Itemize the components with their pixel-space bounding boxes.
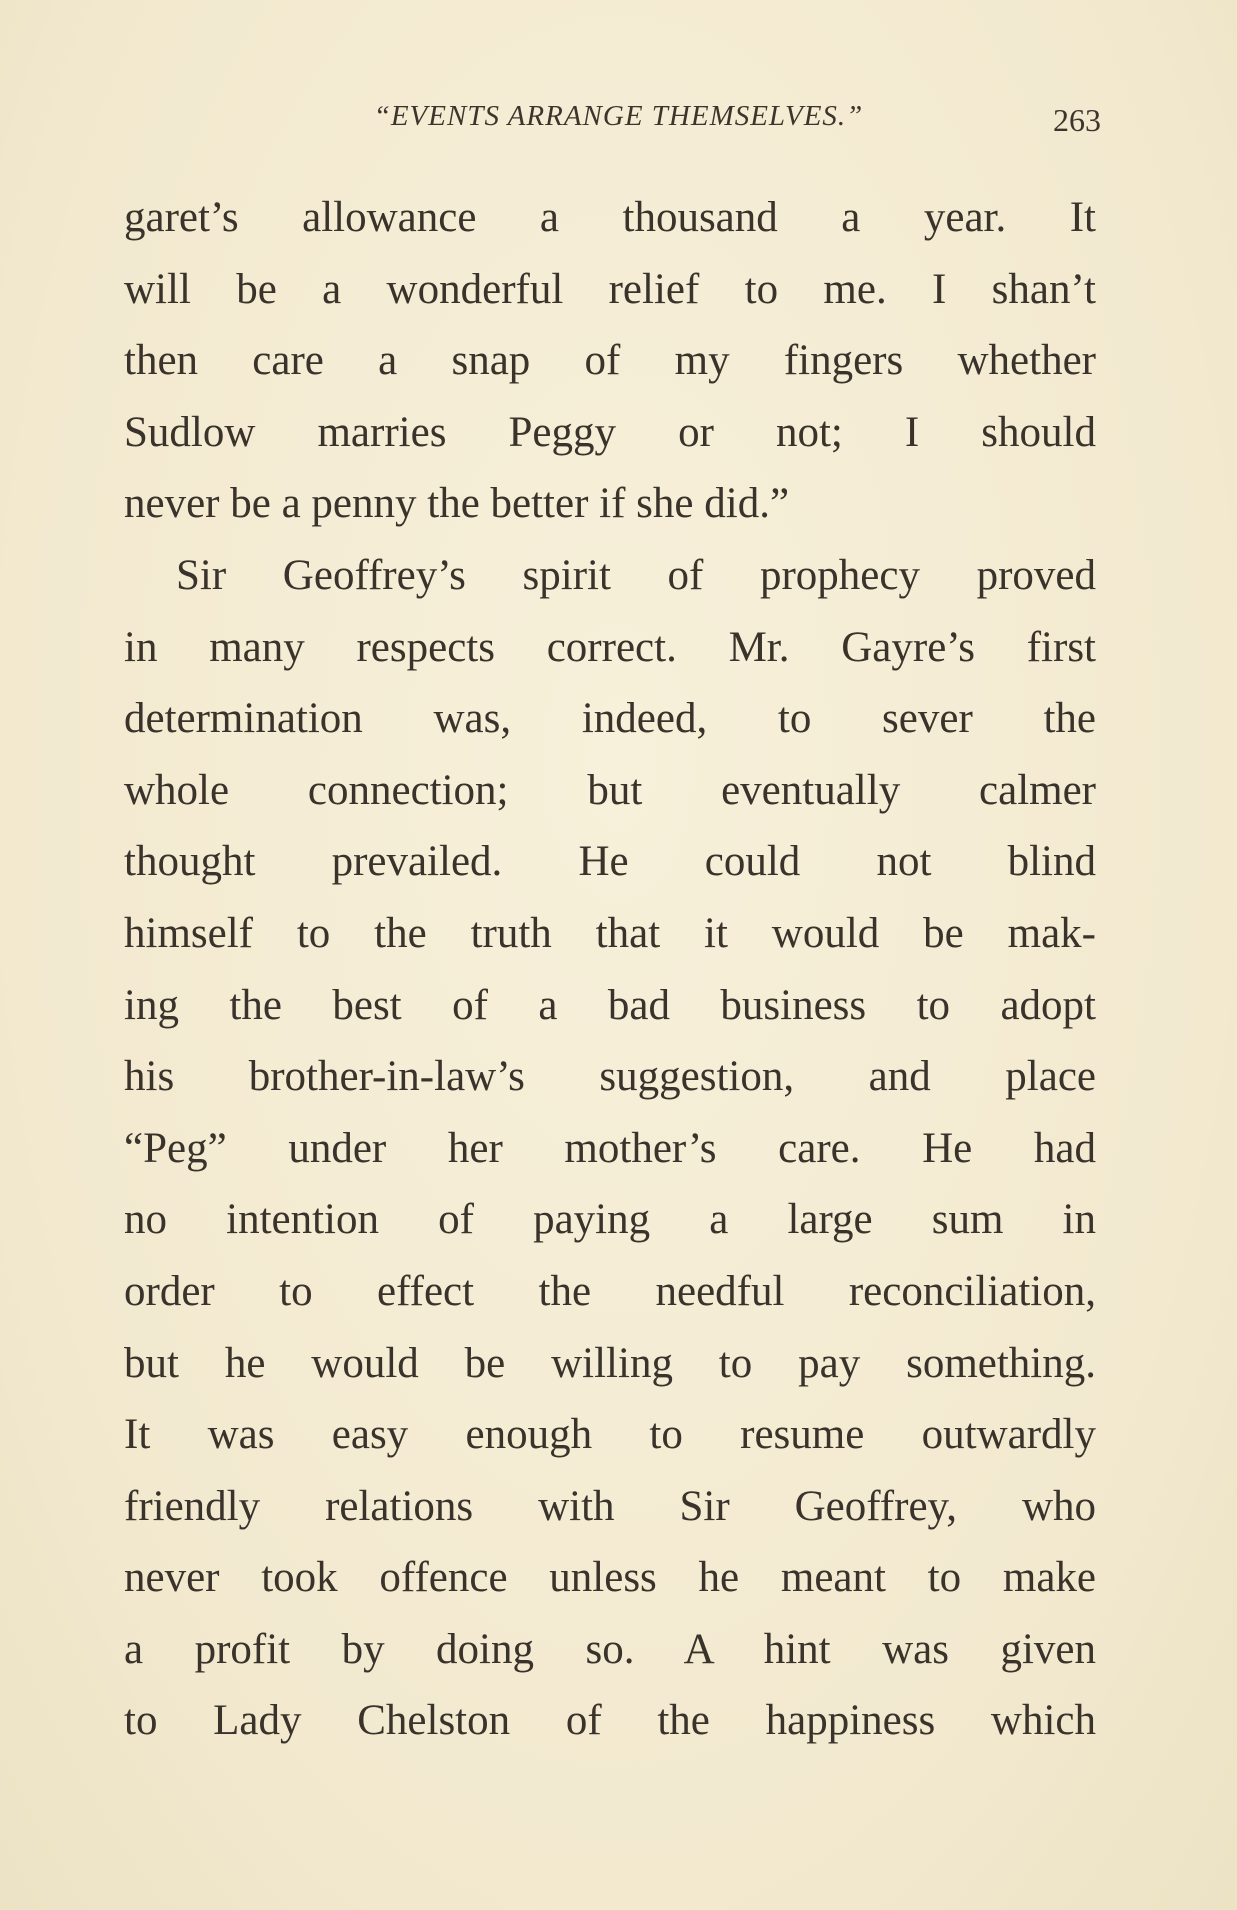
running-head bbox=[0, 100, 1237, 140]
text-line: thought prevailed. He could not blind bbox=[124, 838, 1096, 886]
text-line: then care a snap of my fingers whether bbox=[124, 337, 1096, 385]
text-line: a profit by doing so. A hint was given bbox=[124, 1625, 1096, 1673]
running-title: “EVENTS ARRANGE THEMSELVES.” bbox=[373, 100, 864, 132]
text-line: but he would be willing to pay something. bbox=[124, 1339, 1096, 1387]
text-line: friendly relations with Sir Geoffrey, who bbox=[124, 1482, 1096, 1530]
text-line: will be a wonderful relief to me. I shan’t bbox=[124, 265, 1096, 313]
text-line: Sudlow marries Peggy or not; I should bbox=[124, 408, 1096, 456]
text-line: order to effect the needful reconciliation, bbox=[124, 1267, 1096, 1315]
body-text bbox=[124, 182, 1096, 1757]
page-number: 263 bbox=[1053, 102, 1101, 138]
text-line: “Peg” under her mother’s care. He had bbox=[124, 1124, 1096, 1172]
text-line: never took offence unless he meant to make bbox=[124, 1554, 1096, 1602]
text-line: ing the best of a bad business to adopt bbox=[124, 981, 1096, 1029]
text-line: to Lady Chelston of the happiness which bbox=[124, 1697, 1096, 1745]
text-line: no intention of paying a large sum in bbox=[124, 1196, 1096, 1244]
text-line: determination was, indeed, to sever the bbox=[124, 695, 1096, 743]
text-line: himself to the truth that it would be mak- bbox=[124, 909, 1096, 957]
text-line: It was easy enough to resume outwardly bbox=[124, 1411, 1096, 1459]
text-line: in many respects correct. Mr. Gayre’s first bbox=[124, 623, 1096, 671]
text-line: his brother-in-law’s suggestion, and place bbox=[124, 1053, 1096, 1101]
text-line: Sir Geoffrey’s spirit of prophecy proved bbox=[176, 551, 1096, 599]
text-line: never be a penny the better if she did.” bbox=[124, 480, 790, 528]
text-line: garet’s allowance a thousand a year. It bbox=[124, 194, 1096, 241]
text-line: whole connection; but eventually calmer bbox=[124, 766, 1096, 814]
